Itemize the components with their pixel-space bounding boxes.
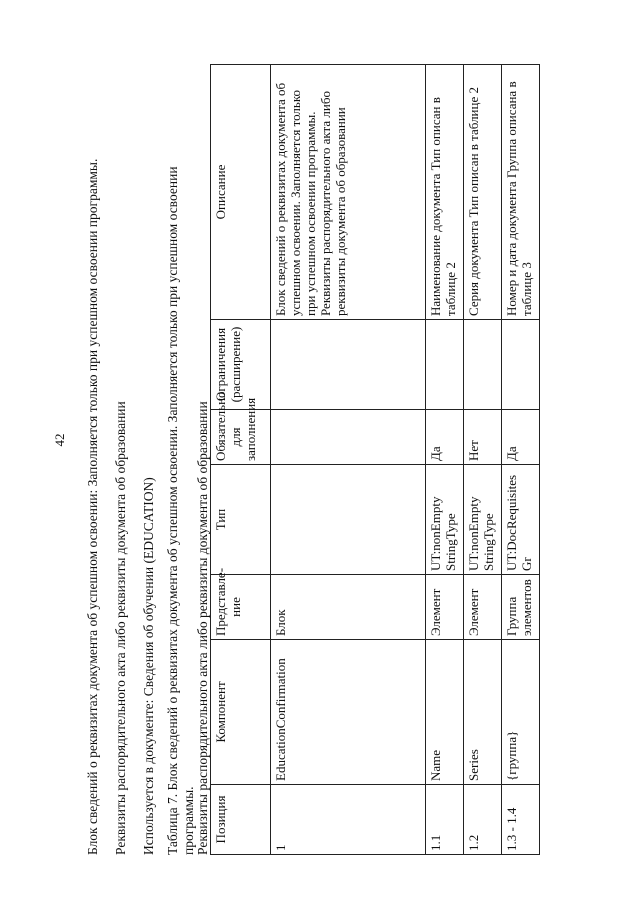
block-subtitle: Реквизиты распорядительного акта либо реквизиты документа об образовании: [113, 401, 128, 855]
cell-representation: Группа элементов: [502, 575, 540, 640]
table-caption: Таблица 7. Блок сведений о реквизитах документа об успешном освоении. Заполняется только при успешном освоении: [165, 166, 180, 855]
cell-required: Да: [426, 410, 464, 465]
requisites-table: [210, 64, 540, 855]
cell-required: Нет: [464, 410, 502, 465]
cell-representation: Блок: [271, 575, 426, 640]
header-representation: Представле-ние: [211, 575, 271, 640]
table-caption-cont: программы.: [181, 786, 196, 855]
header-limits: Ограничения (расширение): [211, 320, 271, 410]
cell-limits: [271, 320, 426, 410]
cell-representation: Элемент: [426, 575, 464, 640]
cell-component: Series: [464, 640, 502, 785]
cell-description: Блок сведений о реквизитах документа об успешном освоении. Заполняется только при успешном освоении программы. Реквизиты распорядительного акта либо реквизиты документа об образовании: [271, 65, 426, 320]
cell-required: [271, 410, 426, 465]
cell-position: 1.2: [464, 785, 502, 855]
cell-component: {группа}: [502, 640, 540, 785]
table-row: [464, 65, 502, 855]
header-description: Описание: [211, 65, 271, 320]
page-number: 42: [52, 433, 67, 447]
cell-description: Номер и дата документа Группа описана в таблице 3: [502, 65, 540, 320]
table-row: [502, 65, 540, 855]
table-header-row: [211, 65, 271, 855]
header-type: Тип: [211, 465, 271, 575]
header-position: Позиция: [211, 785, 271, 855]
cell-position: 1: [271, 785, 426, 855]
header-required: Обязательно для заполнения: [211, 410, 271, 465]
cell-limits: [502, 320, 540, 410]
table-row: [271, 65, 426, 855]
cell-type: UT:nonEmpty StringType: [464, 465, 502, 575]
cell-limits: [426, 320, 464, 410]
table-subcaption: Реквизиты распорядительного акта либо реквизиты документа об образовании: [195, 401, 210, 855]
header-component: Компонент: [211, 640, 271, 785]
cell-component: Name: [426, 640, 464, 785]
cell-type: [271, 465, 426, 575]
cell-description: Наименование документа Тип описан в таблице 2: [426, 65, 464, 320]
table-row: [426, 65, 464, 855]
cell-position: 1.3 - 1.4: [502, 785, 540, 855]
cell-representation: Элемент: [464, 575, 502, 640]
usage-line: Используется в документе: Сведения об обучении (EDUCATION): [141, 477, 156, 855]
cell-type: UT:DocRequisites Gr: [502, 465, 540, 575]
cell-description: Серия документа Тип описан в таблице 2: [464, 65, 502, 320]
cell-limits: [464, 320, 502, 410]
block-description: Блок сведений о реквизитах документа об успешном освоении: Заполняется только при успешном освоении программы.: [85, 158, 100, 855]
cell-position: 1.1: [426, 785, 464, 855]
cell-required: Да: [502, 410, 540, 465]
cell-component: EducationConfirmation: [271, 640, 426, 785]
cell-type: UT:nonEmpty StringType: [426, 465, 464, 575]
